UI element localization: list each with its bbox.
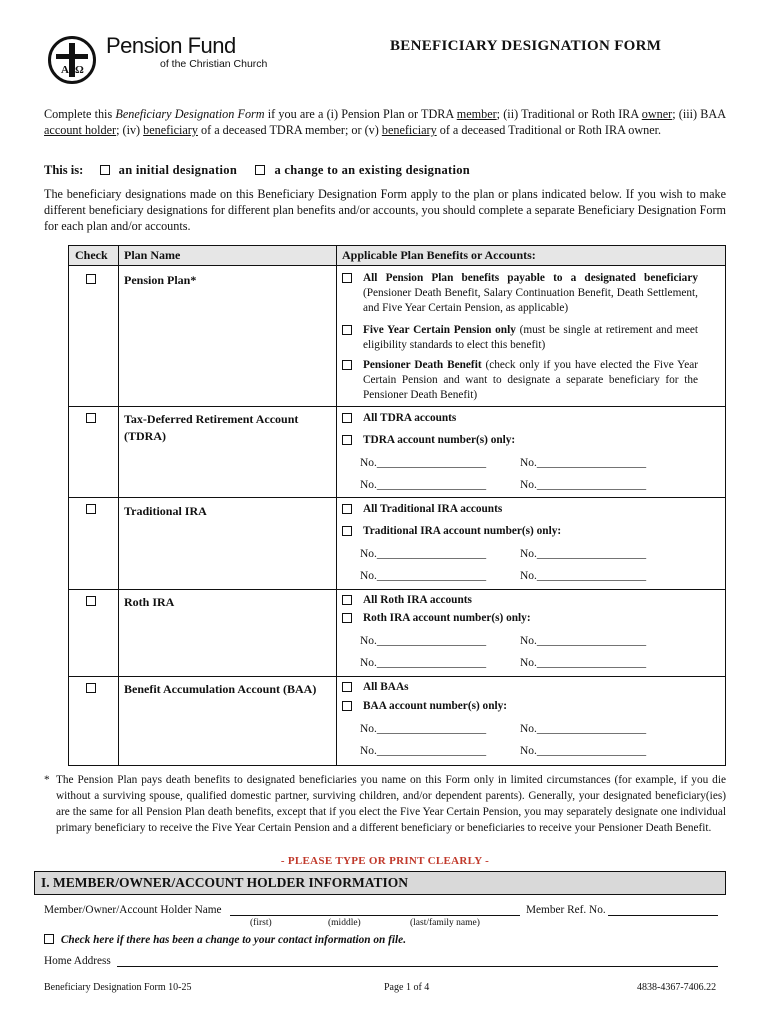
roth-ira-account-field-3[interactable]: No.___________________ — [360, 657, 487, 669]
baa-option-numbers: BAA account number(s) only: — [342, 699, 698, 714]
footer-page-number: Page 1 of 4 — [384, 982, 430, 993]
plan-name-baa: Benefit Accumulation Account (BAA) — [124, 682, 317, 696]
baa-option-all: All BAAs — [342, 680, 698, 695]
designation-type-row — [44, 162, 470, 178]
plan-name-traditional-ira: Traditional IRA — [124, 504, 207, 518]
tdra-option-numbers: TDRA account number(s) only: — [342, 433, 698, 448]
applies-paragraph: The beneficiary designations made on this Beneficiary Designation Form apply to the plan or plans indicated below. If you wish to make different beneficiary designations for different plan benefits and/or accounts, you should complete a separate Beneficiary Designation Form for each plan and/or accounts. — [44, 187, 726, 233]
tdra-account-field-3[interactable]: No.___________________ — [360, 479, 487, 491]
baa-account-field-4[interactable]: No.___________________ — [520, 745, 647, 757]
footer-form-id: Beneficiary Designation Form 10-25 — [44, 982, 192, 993]
baa-checkbox[interactable] — [86, 683, 96, 693]
trad-ira-numbers-checkbox[interactable] — [342, 526, 352, 536]
pension-footnote: * The Pension Plan pays death benefits to designated beneficiaries you name on this Form only in limited circumstances (for example, if you die without a surviving spouse, qualified domestic partner, surviving children, and/or dependent parents). Generally, your designated beneficiary(ies) are the same for all Pension Plan death benefits, except that if you elect the Five Year Certain Pension, you may separately designate one individual primary beneficiary to receive the Five Year Certain Pension and a different beneficiary or beneficiaries to receive your Pensioner Death Benefit. — [44, 774, 726, 834]
pension-all-checkbox[interactable] — [342, 273, 352, 283]
pension-option-five-year: Five Year Certain Pension only (must be single at retirement and meet eligibility standards to elect this benefit) — [342, 323, 698, 353]
plan-name-pension: Pension Plan* — [124, 273, 197, 287]
svg-text:Ω: Ω — [75, 64, 84, 76]
baa-account-field-3[interactable]: No.___________________ — [360, 745, 487, 757]
roth-ira-numbers-checkbox[interactable] — [342, 613, 352, 623]
col-header-check: Check — [75, 248, 108, 262]
baa-numbers-checkbox[interactable] — [342, 701, 352, 711]
type-or-print-notice: - PLEASE TYPE OR PRINT CLEARLY - — [280, 855, 490, 867]
member-name-label: Member/Owner/Account Holder Name — [44, 904, 222, 916]
roth-ira-checkbox[interactable] — [86, 596, 96, 606]
roth-ira-account-field-1[interactable]: No.___________________ — [360, 635, 487, 647]
plan-name-tdra: Tax-Deferred Retirement Account (TDRA) — [124, 412, 299, 443]
cross-seal-icon — [48, 36, 96, 84]
logo-name: Pension Fund — [106, 33, 236, 58]
section-1-header — [34, 871, 726, 895]
contact-change-checkbox[interactable] — [44, 934, 54, 944]
trad-ira-account-field-4[interactable]: No.___________________ — [520, 570, 647, 582]
trad-ira-account-field-3[interactable]: No.___________________ — [360, 570, 487, 582]
tdra-account-field-1[interactable]: No.___________________ — [360, 457, 487, 469]
trad-ira-option-numbers: Traditional IRA account number(s) only: — [342, 524, 698, 539]
initial-designation-checkbox[interactable] — [100, 165, 110, 175]
home-address-label: Home Address — [44, 955, 111, 967]
trad-ira-account-field-2[interactable]: No.___________________ — [520, 548, 647, 560]
footer-doc-number: 4838-4367-7406.22 — [637, 982, 717, 993]
five-year-checkbox[interactable] — [342, 325, 352, 335]
member-name-field[interactable] — [230, 915, 520, 916]
pension-option-death-benefit: Pensioner Death Benefit (check only if you have elected the Five Year Certain Pension and want to designate a separate beneficiary for the Pensioner Death Benefit) — [342, 358, 698, 403]
roth-ira-all-checkbox[interactable] — [342, 595, 352, 605]
intro-paragraph: Complete this Beneficiary Designation Form if you are a (i) Pension Plan or TDRA member; (ii) Traditional or Roth IRA owner; (iii) BAA account holder; (iv) beneficiary of a deceased TDRA member; or (v) beneficiary of a deceased Traditional or Roth IRA owner. — [44, 107, 727, 137]
tdra-numbers-checkbox[interactable] — [342, 435, 352, 445]
initial-designation-label: an initial designation — [118, 163, 238, 177]
pension-fund-logo — [44, 30, 284, 90]
col-header-benefits: Applicable Plan Benefits or Accounts: — [342, 248, 536, 262]
middle-name-caption: (middle) — [328, 918, 361, 928]
plan-name-roth-ira: Roth IRA — [124, 595, 175, 609]
roth-ira-account-field-2[interactable]: No.___________________ — [520, 635, 647, 647]
tdra-account-field-2[interactable]: No.___________________ — [520, 457, 647, 469]
baa-account-field-1[interactable]: No.___________________ — [360, 723, 487, 735]
tdra-option-all: All TDRA accounts — [342, 411, 698, 426]
contact-change-label: Check here if there has been a change to your contact information on file. — [60, 934, 407, 946]
tdra-account-field-4[interactable]: No.___________________ — [520, 479, 647, 491]
roth-ira-account-field-4[interactable]: No.___________________ — [520, 657, 647, 669]
tdra-all-checkbox[interactable] — [342, 413, 352, 423]
designation-label: This is: — [44, 163, 84, 177]
baa-account-field-2[interactable]: No.___________________ — [520, 723, 647, 735]
form-title: BENEFICIARY DESIGNATION FORM — [390, 38, 662, 54]
change-designation-label: a change to an existing designation — [274, 163, 471, 177]
change-designation-checkbox[interactable] — [255, 165, 265, 175]
last-name-caption: (last/family name) — [410, 918, 480, 928]
first-name-caption: (first) — [250, 918, 272, 928]
home-address-field[interactable] — [117, 966, 718, 967]
section-1-title: I. MEMBER/OWNER/ACCOUNT HOLDER INFORMATION — [41, 875, 409, 890]
trad-ira-account-field-1[interactable]: No.___________________ — [360, 548, 487, 560]
death-benefit-checkbox[interactable] — [342, 360, 352, 370]
pension-option-all: All Pension Plan benefits payable to a designated beneficiary (Pensioner Death Benefit, Salary Continuation Benefit, Death Settlement, and Five Year Certain Pension, as applicable) — [342, 271, 698, 316]
logo-subtitle: of the Christian Church — [160, 58, 268, 70]
contact-change-row — [44, 934, 406, 946]
svg-text:A: A — [61, 64, 69, 76]
baa-all-checkbox[interactable] — [342, 682, 352, 692]
member-ref-label: Member Ref. No. — [526, 904, 606, 916]
trad-ira-all-checkbox[interactable] — [342, 504, 352, 514]
trad-ira-option-all: All Traditional IRA accounts — [342, 502, 698, 517]
traditional-ira-checkbox[interactable] — [86, 504, 96, 514]
pension-plan-checkbox[interactable] — [86, 274, 96, 284]
roth-ira-option-all: All Roth IRA accounts — [342, 593, 698, 608]
member-ref-field[interactable] — [608, 915, 718, 916]
tdra-checkbox[interactable] — [86, 413, 96, 423]
roth-ira-option-numbers: Roth IRA account number(s) only: — [342, 611, 698, 626]
col-header-plan: Plan Name — [124, 248, 181, 262]
